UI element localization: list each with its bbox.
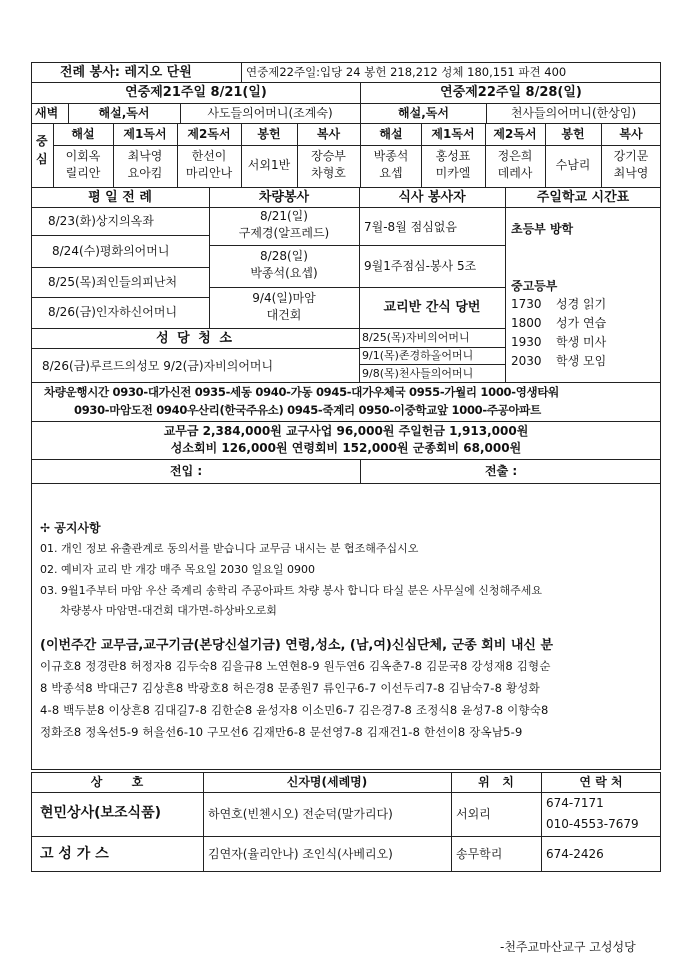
footer-parish: -천주교마산교구 고성성당 [500,940,636,954]
snack-duty-item: 8/25(목)자비의어머니 [362,331,470,344]
weekday-item: 8/26(금)인자하신어머니 [48,305,178,319]
divider [359,364,505,365]
divider [31,297,209,298]
divider [359,347,505,348]
divider [359,287,505,288]
sunday-school-header: 주일학교 시간표 [536,190,630,205]
merchant-header-phone: 연 락 처 [579,775,623,789]
church-cleaning-header: 성 당 청 소 [156,331,234,346]
left-name-offering: 서외1반 [247,158,291,172]
left-name-altar-2: 차형호 [311,166,346,180]
church-cleaning-schedule: 8/26(금)루르드의성모 9/2(금)자비의어머니 [42,359,274,373]
dawn-label: 새벽 [35,106,59,120]
divider [360,459,361,484]
vehicle-service-header: 차량봉사 [258,190,310,205]
snack-duty-item: 9/1(목)존경하올어머니 [362,349,474,362]
liturgy-service-title: 전례 봉사: 레지오 단원 [60,65,192,80]
divider [31,123,661,124]
notices-title: ✢ 공지사항 [40,521,101,535]
right-role-commentary: 해설 [379,127,403,141]
merchant-location: 서외리 [456,807,491,821]
notice-item-1: 01. 개인 정보 유출관계로 동의서를 받습니다 교무금 내시는 분 협조해주십시오 [40,542,419,555]
school-activity: 성가 연습 [556,316,607,330]
vehicle-volunteer: 박종석(요셉) [250,266,318,280]
snack-duty-item: 9/8(목)천사들의어머니 [362,367,474,380]
school-time: 1730 [511,297,542,311]
divider [53,145,661,146]
merchant-header-owner: 신자명(세례명) [286,775,368,789]
school-time: 1800 [511,316,542,330]
divider [545,123,546,187]
merchant-phone: 674-2426 [546,847,604,861]
divider [359,187,360,382]
left-name-commentary-2: 릴리안 [65,166,101,180]
right-name-offering: 수남리 [555,158,591,172]
divider [31,328,359,329]
dues-paid-title: (이번주간 교무금,교구기금(본당신설기금) 연령,성소, (남,여)신심단체, 군종 회비 내신 분 [40,638,554,653]
left-role-reading1: 제1독서 [123,127,167,141]
divider [31,207,661,208]
meal-service-header: 식사 봉사자 [398,190,466,205]
merchant-phone: 674-7171 [546,796,604,810]
weekday-item: 8/25(목)죄인들의피난처 [48,275,178,289]
divider [31,348,359,349]
left-name-commentary-1: 이회옥 [65,149,101,163]
weekday-liturgy-header: 평 일 전 례 [88,190,152,205]
right-name-commentary-1: 박종석 [373,149,409,163]
bus-schedule-line-1: 차량운행시간 0930-대가신전 0935-세동 0940-가동 0945-대가우체국 0955-가월리 1000-영생타워 [44,385,559,399]
right-name-altar-2: 최낙영 [613,166,649,180]
divider [31,459,661,460]
left-name-reading2-2: 마리안나 [185,166,233,180]
left-role-offering: 봉헌 [257,127,281,141]
middle-high-label: 중고등부 [511,279,558,293]
merchant-header-name: 상 호 [90,775,144,789]
bus-schedule-line-2: 0930-마암도전 0940우산리(한국주유소) 0945-죽계리 0950-이중학교앞 1000-주공아파트 [74,403,541,417]
notice-item-3: 03. 9월1주부터 마암 우산 죽계리 송학리 주공아파트 차량 봉사 합니다 타실 분은 사무실에 신청해주세요 [40,584,542,597]
mid-label-2: 심 [36,152,48,166]
divider [31,103,661,104]
divider [31,421,661,422]
dues-paid-line: 8 박종석8 박대근7 김상흔8 박광호8 허은경8 문종원7 류인구6-7 이선두리7-8 김남숙7-8 황성화 [40,681,540,695]
vehicle-date: 8/21(일) [260,209,308,223]
divider [359,328,505,329]
merchant-phone: 010-4553-7679 [546,817,639,831]
divider [241,62,242,82]
dues-paid-line: 정화조8 정옥선5-9 허을선6-10 구모선6 김재만6-8 문선영7-8 김재건1-8 한선이8 장옥남5-9 [40,725,523,739]
divider [31,235,209,236]
vehicle-volunteer: 대건회 [266,308,302,322]
elementary-status: 초등부 방학 [511,222,574,236]
divider [359,245,505,246]
offerings-line-1: 교무금 2,384,000원 교구사업 96,000원 주일헌금 1,913,000원 [163,424,529,438]
vehicle-date: 8/28(일) [260,249,308,263]
left-role-reading2: 제2독서 [187,127,231,141]
weekday-item: 8/24(수)평화의어머니 [52,244,170,258]
right-name-altar-1: 강기문 [613,149,649,163]
left-dawn-role: 해설,독서 [98,106,150,120]
meal-item: 9월1주점심-봉사 5조 [364,259,477,273]
school-activity: 학생 모임 [556,354,607,368]
right-role-altar: 복사 [619,127,643,141]
left-role-altar: 복사 [316,127,341,141]
snack-duty-header: 교리반 간식 당번 [383,300,481,315]
divider [209,287,359,288]
divider [241,123,242,187]
mass-statistics: 연중제22주일:입당 24 봉헌 218,212 성체 180,151 파견 400 [246,65,567,79]
right-dawn-role: 해설,독서 [398,106,449,120]
merchant-owner: 하연호(빈첸시오) 전순덕(말가리다) [208,807,393,821]
right-name-commentary-2: 요셉 [379,166,403,180]
vehicle-volunteer: 구제경(알프레드) [238,226,330,240]
right-name-reading2-2: 데레사 [497,166,533,180]
divider [209,245,359,246]
divider [31,382,661,383]
merchant-name: 고 성 가 스 [40,846,109,862]
merchant-location: 송무학리 [456,847,503,861]
left-dawn-name: 사도들의어머니(조계숙) [207,106,333,120]
right-name-reading1-1: 홍성표 [435,149,471,163]
right-role-offering: 봉헌 [561,127,585,141]
merchant-name: 현민상사(보조식품) [40,805,161,821]
divider [31,836,661,837]
right-role-reading2: 제2독서 [493,127,537,141]
left-name-reading1-2: 요아킴 [127,166,163,180]
left-name-reading1-1: 최낙영 [127,149,163,163]
divider [31,187,661,188]
left-role-commentary: 해설 [71,127,95,141]
school-time: 2030 [511,354,542,368]
left-name-altar-1: 장승부 [311,149,346,163]
left-sunday-header: 연중제21주일 8/21(일) [125,85,267,100]
offerings-line-2: 성소회비 126,000원 연령회비 152,000원 군종회비 68,000원 [170,441,522,455]
dues-paid-line: 이규호8 정경란8 허정자8 김두숙8 김을규8 노연현8-9 원두연6 김옥춘7-8 김문국8 강성재8 김형순 [40,659,551,673]
vehicle-date: 9/4(일)마암 [252,291,316,305]
transfer-out: 전출 : [485,464,518,478]
divider [505,187,506,382]
transfer-in: 전입 : [170,464,203,478]
meal-item: 7월-8월 점심없음 [364,220,457,234]
right-role-reading1: 제1독서 [431,127,475,141]
divider [31,792,661,793]
right-name-reading2-1: 정은희 [497,149,533,163]
school-activity: 성경 읽기 [556,297,607,311]
merchant-owner: 김연자(율리안나) 조인식(사베리오) [208,847,393,861]
mid-label-1: 중 [36,134,48,148]
school-activity: 학생 미사 [556,335,607,349]
right-sunday-header: 연중제22주일 8/28(일) [440,85,582,100]
left-name-reading2-1: 한선이 [191,149,227,163]
weekday-item: 8/23(화)상지의옥좌 [48,214,154,228]
school-time: 1930 [511,335,542,349]
divider [31,82,661,83]
right-name-reading1-2: 미카엘 [435,166,471,180]
right-dawn-name: 천사들의어머니(한상임) [510,106,637,120]
dues-paid-line: 4-8 백두분8 이상흔8 김대길7-8 김한순8 윤성자8 이소민6-7 김은경7-8 조정식8 윤성7-8 이향숙8 [40,703,549,717]
notice-item-4: 차량봉사 마암면-대건회 대가면-하상바오로회 [60,604,277,617]
notice-item-2: 02. 예비자 교리 반 개강 매주 목요일 2030 일요일 0900 [40,563,315,576]
merchant-header-location: 위 치 [478,775,514,789]
divider [31,267,209,268]
